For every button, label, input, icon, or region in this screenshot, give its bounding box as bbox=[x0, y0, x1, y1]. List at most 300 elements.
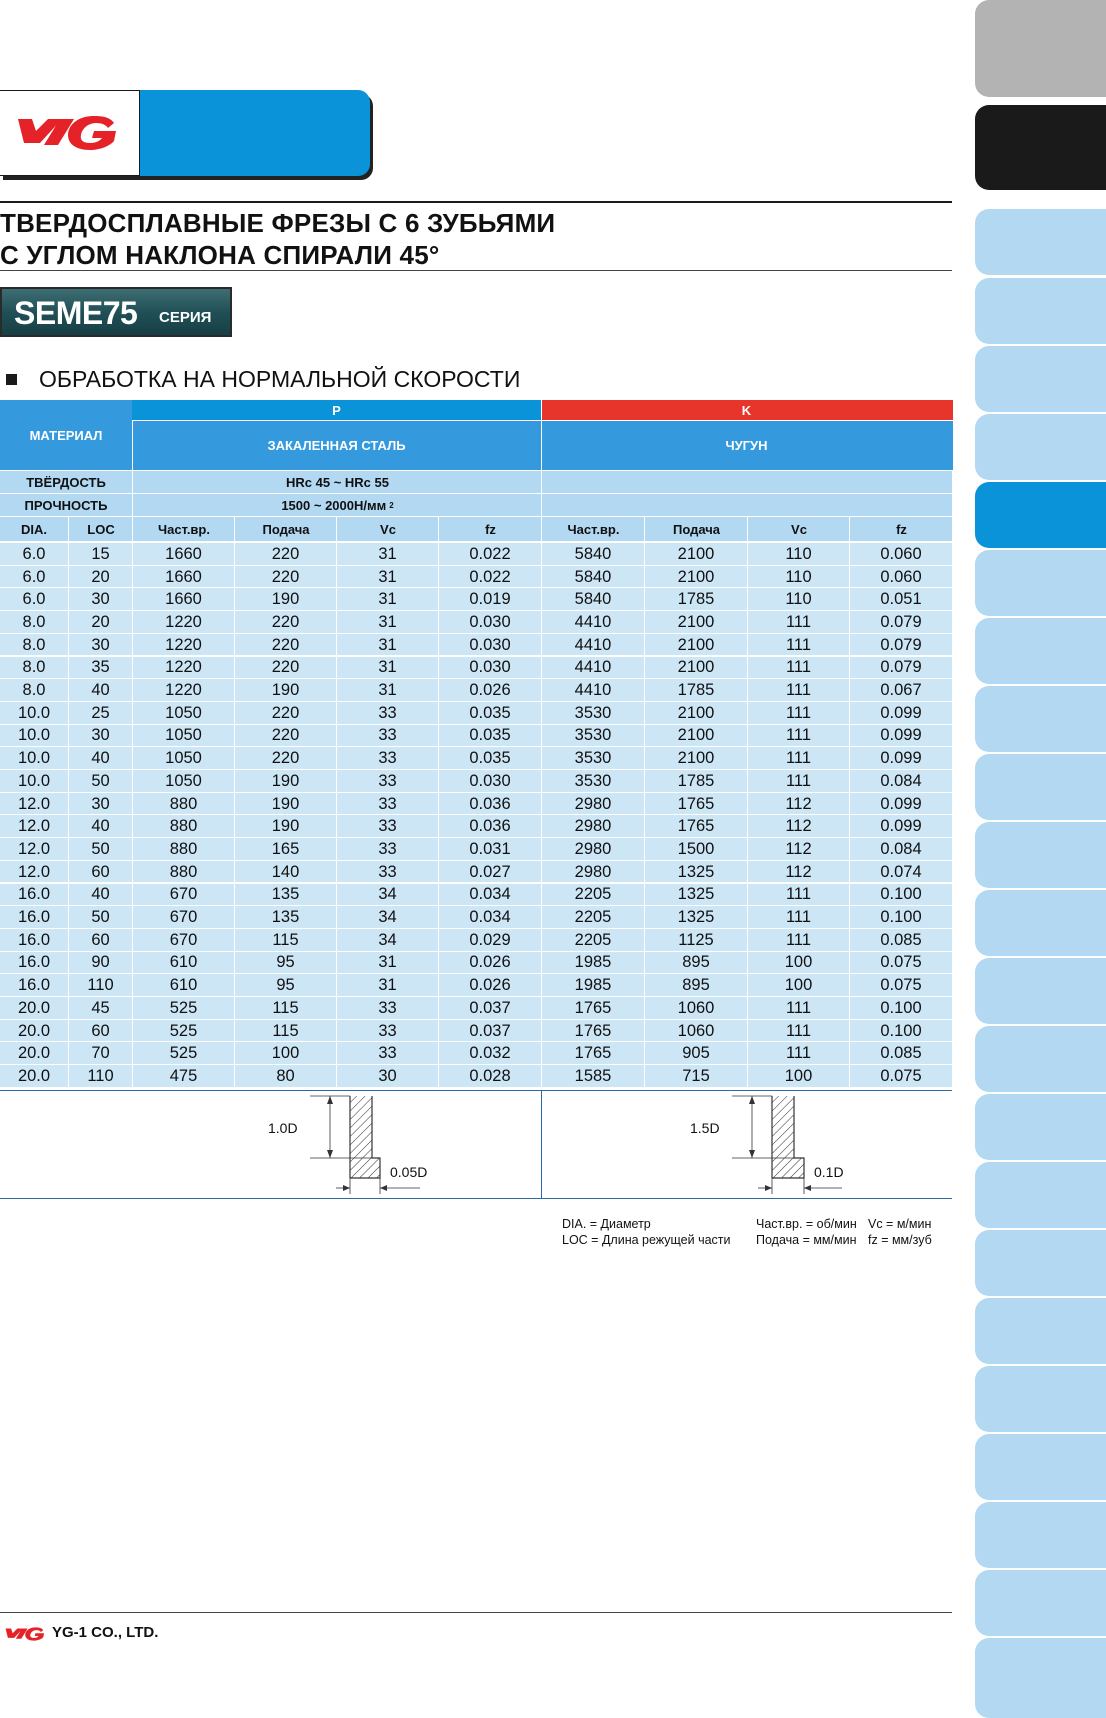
column-header-3: Подача bbox=[234, 517, 337, 541]
strength-label: ПРОЧНОСТЬ bbox=[24, 497, 108, 513]
table-cell: 1785 bbox=[644, 679, 747, 702]
table-cell: 12.0 bbox=[17, 839, 51, 858]
side-tab-16[interactable] bbox=[975, 1094, 1106, 1160]
table-cell: 1050 bbox=[132, 770, 234, 793]
table-cell: 0.037 bbox=[438, 1020, 541, 1043]
table-cell: 1060 bbox=[644, 1020, 747, 1043]
table-cell: 16.0 bbox=[17, 976, 51, 995]
hardness-p: HRc 45 ~ HRc 55 bbox=[132, 471, 542, 493]
table-cell: 1660 bbox=[132, 566, 234, 589]
diagram-top-rule bbox=[0, 1090, 952, 1091]
table-cell: 2205 bbox=[541, 884, 644, 907]
column-header-7: Подача bbox=[644, 517, 748, 541]
table-cell: 33 bbox=[336, 725, 438, 748]
table-cell: 880 bbox=[132, 861, 234, 884]
table-cell: 165 bbox=[234, 838, 336, 861]
table-cell: 880 bbox=[132, 838, 234, 861]
table-cell: 110 bbox=[747, 543, 849, 566]
table-cell: 10.0 bbox=[17, 749, 51, 768]
table-cell: 0.060 bbox=[849, 543, 952, 566]
table-cell: 190 bbox=[234, 679, 336, 702]
table-cell: 135 bbox=[234, 906, 336, 929]
table-cell: 111 bbox=[747, 611, 849, 634]
table-cell: 31 bbox=[336, 566, 438, 589]
table-cell: 60 bbox=[68, 1020, 132, 1043]
side-tab-9[interactable] bbox=[975, 618, 1106, 684]
table-cell: 4410 bbox=[541, 634, 644, 657]
table-cell: 5840 bbox=[541, 543, 644, 566]
table-cell: 0.035 bbox=[438, 747, 541, 770]
table-cell: 140 bbox=[234, 861, 336, 884]
brand-logo-box bbox=[0, 90, 140, 176]
table-cell: 1325 bbox=[644, 884, 747, 907]
table-cell: 2100 bbox=[644, 566, 747, 589]
column-header-4: Vc bbox=[336, 517, 439, 541]
column-header-2: Част.вр. bbox=[132, 517, 235, 541]
table-cell: 6.0 bbox=[22, 544, 46, 563]
table-cell: 40 bbox=[68, 747, 132, 770]
table-cell: 0.084 bbox=[849, 770, 952, 793]
legend-mid bbox=[756, 1216, 857, 1248]
table-cell: 2100 bbox=[644, 747, 747, 770]
table-cell: 0.100 bbox=[849, 997, 952, 1020]
table-cell: 0.034 bbox=[438, 906, 541, 929]
table-cell: 3530 bbox=[541, 725, 644, 748]
table-cell: 31 bbox=[336, 679, 438, 702]
table-cell: 1325 bbox=[644, 906, 747, 929]
table-cell: 4410 bbox=[541, 657, 644, 680]
table-cell: 715 bbox=[644, 1065, 747, 1088]
table-cell: 31 bbox=[336, 543, 438, 566]
table-cell: 100 bbox=[747, 952, 849, 975]
table-cell: 20 bbox=[68, 566, 132, 589]
page-title-line1: ТВЕРДОСПЛАВНЫЕ ФРЕЗЫ С 6 ЗУБЬЯМИ bbox=[0, 208, 556, 238]
table-cell: 0.099 bbox=[849, 747, 952, 770]
table-cell: 2100 bbox=[644, 702, 747, 725]
table-cell: 220 bbox=[234, 702, 336, 725]
table-cell: 1220 bbox=[132, 611, 234, 634]
table-cell: 0.030 bbox=[438, 634, 541, 657]
table-cell: 16.0 bbox=[17, 885, 51, 904]
table-cell: 2100 bbox=[644, 611, 747, 634]
table-cell: 6.0 bbox=[22, 590, 46, 609]
table-cell: 20.0 bbox=[17, 1021, 51, 1040]
table-cell: 111 bbox=[747, 906, 849, 929]
column-header-5: fz bbox=[438, 517, 542, 541]
side-tab-18[interactable] bbox=[975, 1230, 1106, 1296]
table-cell: 30 bbox=[68, 725, 132, 748]
table-cell: 0.074 bbox=[849, 861, 952, 884]
table-cell: 0.075 bbox=[849, 974, 952, 997]
series-code: SEME75 bbox=[14, 295, 138, 331]
table-cell: 0.028 bbox=[438, 1065, 541, 1088]
table-cell: 0.085 bbox=[849, 1042, 952, 1065]
table-cell: 2980 bbox=[541, 861, 644, 884]
material-label: МАТЕРИАЛ bbox=[29, 427, 103, 443]
side-tab-17[interactable] bbox=[975, 1162, 1106, 1228]
table-cell: 670 bbox=[132, 906, 234, 929]
table-cell: 1765 bbox=[541, 1042, 644, 1065]
group-k-material: ЧУГУН bbox=[725, 438, 768, 453]
table-cell: 90 bbox=[68, 952, 132, 975]
table-cell: 8.0 bbox=[22, 681, 46, 700]
table-cell: 0.031 bbox=[438, 838, 541, 861]
page-title-line2: С УГЛОМ НАКЛОНА СПИРАЛИ 45° bbox=[0, 240, 440, 270]
table-cell: 880 bbox=[132, 815, 234, 838]
title-bottom-rule bbox=[0, 270, 952, 271]
table-cell: 1765 bbox=[541, 997, 644, 1020]
table-cell: 34 bbox=[336, 906, 438, 929]
table-cell: 40 bbox=[68, 815, 132, 838]
table-cell: 70 bbox=[68, 1042, 132, 1065]
table-cell: 1050 bbox=[132, 747, 234, 770]
table-cell: 111 bbox=[747, 725, 849, 748]
table-cell: 25 bbox=[68, 702, 132, 725]
table-cell: 111 bbox=[747, 1042, 849, 1065]
table-cell: 50 bbox=[68, 838, 132, 861]
table-cell: 0.085 bbox=[849, 929, 952, 952]
table-cell: 33 bbox=[336, 838, 438, 861]
group-p-code: P bbox=[332, 402, 341, 418]
table-cell: 115 bbox=[234, 997, 336, 1020]
table-cell: 60 bbox=[68, 929, 132, 952]
table-cell: 220 bbox=[234, 543, 336, 566]
group-k-code: K bbox=[741, 402, 752, 418]
table-cell: 35 bbox=[68, 657, 132, 680]
table-cell: 31 bbox=[336, 657, 438, 680]
strength-k bbox=[541, 494, 953, 516]
table-cell: 33 bbox=[336, 861, 438, 884]
table-cell: 610 bbox=[132, 974, 234, 997]
table-cell: 190 bbox=[234, 815, 336, 838]
table-cell: 2205 bbox=[541, 906, 644, 929]
table-cell: 111 bbox=[747, 1020, 849, 1043]
table-cell: 40 bbox=[68, 884, 132, 907]
table-cell: 1660 bbox=[132, 588, 234, 611]
table-cell: 45 bbox=[68, 997, 132, 1020]
table-cell: 0.029 bbox=[438, 929, 541, 952]
table-cell: 1325 bbox=[644, 861, 747, 884]
table-cell: 670 bbox=[132, 884, 234, 907]
yg-logo-icon bbox=[14, 111, 126, 155]
table-cell: 1220 bbox=[132, 679, 234, 702]
table-cell: 2100 bbox=[644, 543, 747, 566]
table-cell: 110 bbox=[68, 974, 132, 997]
legend-feed: Подача = мм/мин bbox=[756, 1233, 857, 1247]
table-cell: 111 bbox=[747, 747, 849, 770]
side-tab-20[interactable] bbox=[975, 1366, 1106, 1432]
column-header-1: LOC bbox=[68, 517, 133, 541]
table-cell: 33 bbox=[336, 770, 438, 793]
legend-dia: DIA. = Диаметр bbox=[562, 1217, 651, 1231]
table-cell: 80 bbox=[234, 1065, 336, 1088]
table-cell: 4410 bbox=[541, 611, 644, 634]
table-cell: 50 bbox=[68, 770, 132, 793]
table-cell: 0.099 bbox=[849, 815, 952, 838]
table-cell: 0.037 bbox=[438, 997, 541, 1020]
table-cell: 10.0 bbox=[17, 703, 51, 722]
table-cell: 0.032 bbox=[438, 1042, 541, 1065]
side-tab-3[interactable] bbox=[975, 209, 1106, 275]
groove-diagram-k-depth-label: 1.5D bbox=[690, 1119, 720, 1136]
table-cell: 0.051 bbox=[849, 588, 952, 611]
legend-fz: fz = мм/зуб bbox=[868, 1233, 932, 1247]
table-cell: 20.0 bbox=[17, 998, 51, 1017]
table-cell: 112 bbox=[747, 838, 849, 861]
table-cell: 33 bbox=[336, 997, 438, 1020]
table-cell: 0.036 bbox=[438, 815, 541, 838]
column-header-6: Част.вр. bbox=[541, 517, 645, 541]
table-cell: 0.060 bbox=[849, 566, 952, 589]
groove-diagram-k-width-label: 0.1D bbox=[814, 1163, 844, 1180]
table-cell: 4410 bbox=[541, 679, 644, 702]
groove-diagram-p bbox=[250, 1092, 450, 1196]
table-cell: 100 bbox=[234, 1042, 336, 1065]
groove-diagram-p-width-label: 0.05D bbox=[390, 1163, 428, 1180]
table-cell: 30 bbox=[68, 793, 132, 816]
table-cell: 0.079 bbox=[849, 634, 952, 657]
side-tab-24[interactable] bbox=[975, 1638, 1106, 1718]
side-tab-22[interactable] bbox=[975, 1502, 1106, 1568]
table-cell: 525 bbox=[132, 997, 234, 1020]
table-cell: 6.0 bbox=[22, 567, 46, 586]
table-cell: 12.0 bbox=[17, 862, 51, 881]
table-cell: 610 bbox=[132, 952, 234, 975]
table-cell: 0.075 bbox=[849, 1065, 952, 1088]
table-cell: 33 bbox=[336, 815, 438, 838]
table-cell: 16.0 bbox=[17, 930, 51, 949]
column-header-9: fz bbox=[849, 517, 953, 541]
hardness-k bbox=[541, 471, 953, 493]
table-cell: 8.0 bbox=[22, 635, 46, 654]
table-cell: 1050 bbox=[132, 702, 234, 725]
table-cell: 40 bbox=[68, 679, 132, 702]
table-cell: 670 bbox=[132, 929, 234, 952]
table-cell: 2980 bbox=[541, 793, 644, 816]
table-cell: 0.019 bbox=[438, 588, 541, 611]
group-p-material: ЗАКАЛЕННАЯ СТАЛЬ bbox=[267, 438, 406, 453]
table-cell: 3530 bbox=[541, 770, 644, 793]
table-cell: 3530 bbox=[541, 702, 644, 725]
table-cell: 0.067 bbox=[849, 679, 952, 702]
table-cell: 1500 bbox=[644, 838, 747, 861]
table-cell: 905 bbox=[644, 1042, 747, 1065]
table-cell: 2100 bbox=[644, 725, 747, 748]
side-tab-23[interactable] bbox=[975, 1570, 1106, 1636]
table-cell: 111 bbox=[747, 679, 849, 702]
side-tab-4[interactable] bbox=[975, 278, 1106, 344]
table-cell: 112 bbox=[747, 815, 849, 838]
table-cell: 34 bbox=[336, 884, 438, 907]
side-tab-7[interactable] bbox=[975, 482, 1106, 548]
table-cell: 1050 bbox=[132, 725, 234, 748]
table-cell: 1985 bbox=[541, 974, 644, 997]
company-name: YG-1 CO., LTD. bbox=[52, 1624, 159, 1641]
section-title: ОБРАБОТКА НА НОРМАЛЬНОЙ СКОРОСТИ bbox=[39, 366, 521, 392]
table-cell: 115 bbox=[234, 929, 336, 952]
series-word: СЕРИЯ bbox=[159, 309, 212, 326]
bullet-square-icon bbox=[6, 374, 17, 385]
table-cell: 112 bbox=[747, 861, 849, 884]
table-cell: 0.079 bbox=[849, 611, 952, 634]
table-cell: 30 bbox=[336, 1065, 438, 1088]
table-cell: 2100 bbox=[644, 657, 747, 680]
table-cell: 111 bbox=[747, 770, 849, 793]
series-badge bbox=[0, 287, 232, 337]
table-cell: 0.100 bbox=[849, 1020, 952, 1043]
table-cell: 110 bbox=[747, 566, 849, 589]
side-tab-13[interactable] bbox=[975, 890, 1106, 956]
side-tab-11[interactable] bbox=[975, 754, 1106, 820]
table-cell: 100 bbox=[747, 974, 849, 997]
table-cell: 31 bbox=[336, 974, 438, 997]
legend-loc: LOC = Длина режущей части bbox=[562, 1233, 731, 1247]
table-cell: 135 bbox=[234, 884, 336, 907]
table-cell: 20.0 bbox=[17, 1044, 51, 1063]
table-cell: 8.0 bbox=[22, 658, 46, 677]
side-tab-10[interactable] bbox=[975, 686, 1106, 752]
table-cell: 1585 bbox=[541, 1065, 644, 1088]
hardness-label: ТВЁРДОСТЬ bbox=[26, 474, 106, 490]
side-tab-15[interactable] bbox=[975, 1026, 1106, 1092]
table-cell: 31 bbox=[336, 634, 438, 657]
table-cell: 220 bbox=[234, 634, 336, 657]
table-cell: 190 bbox=[234, 793, 336, 816]
table-cell: 1060 bbox=[644, 997, 747, 1020]
table-cell: 100 bbox=[747, 1065, 849, 1088]
table-cell: 3530 bbox=[541, 747, 644, 770]
legend-rpm: Част.вр. = об/мин bbox=[756, 1217, 857, 1231]
table-cell: 0.026 bbox=[438, 952, 541, 975]
table-cell: 30 bbox=[68, 634, 132, 657]
diagram-bottom-rule bbox=[0, 1198, 952, 1199]
table-cell: 220 bbox=[234, 611, 336, 634]
table-cell: 8.0 bbox=[22, 612, 46, 631]
table-cell: 10.0 bbox=[17, 726, 51, 745]
table-cell: 31 bbox=[336, 588, 438, 611]
table-cell: 0.026 bbox=[438, 679, 541, 702]
table-cell: 111 bbox=[747, 634, 849, 657]
table-cell: 95 bbox=[234, 952, 336, 975]
table-cell: 111 bbox=[747, 997, 849, 1020]
table-cell: 0.036 bbox=[438, 793, 541, 816]
table-cell: 1785 bbox=[644, 588, 747, 611]
table-cell: 16.0 bbox=[17, 953, 51, 972]
table-cell: 0.035 bbox=[438, 725, 541, 748]
table-cell: 111 bbox=[747, 657, 849, 680]
side-tab-19[interactable] bbox=[975, 1298, 1106, 1364]
table-cell: 0.100 bbox=[849, 906, 952, 929]
table-cell: 15 bbox=[68, 543, 132, 566]
table-cell: 0.030 bbox=[438, 611, 541, 634]
strength-p-value: 1500 ~ 2000Н/мм bbox=[281, 497, 387, 513]
side-tab-12[interactable] bbox=[975, 822, 1106, 888]
table-cell: 50 bbox=[68, 906, 132, 929]
section-heading bbox=[6, 366, 520, 393]
table-cell: 190 bbox=[234, 588, 336, 611]
table-cell: 0.084 bbox=[849, 838, 952, 861]
table-cell: 33 bbox=[336, 793, 438, 816]
table-cell: 30 bbox=[68, 588, 132, 611]
table-cell: 0.022 bbox=[438, 566, 541, 589]
cutting-data-table bbox=[0, 400, 952, 1210]
table-cell: 1765 bbox=[644, 815, 747, 838]
side-tab-1[interactable] bbox=[975, 0, 1106, 97]
table-cell: 0.079 bbox=[849, 657, 952, 680]
table-cell: 12.0 bbox=[17, 794, 51, 813]
legend-right bbox=[868, 1216, 932, 1248]
side-tab-2[interactable] bbox=[975, 105, 1106, 190]
footer-rule bbox=[0, 1612, 952, 1613]
table-cell: 0.022 bbox=[438, 543, 541, 566]
table-cell: 220 bbox=[234, 725, 336, 748]
table-cell: 110 bbox=[747, 588, 849, 611]
table-cell: 60 bbox=[68, 861, 132, 884]
footer-yg-logo-icon bbox=[4, 1624, 48, 1644]
column-header-0: DIA. bbox=[21, 521, 47, 537]
side-tab-14[interactable] bbox=[975, 958, 1106, 1024]
table-cell: 1765 bbox=[644, 793, 747, 816]
table-cell: 112 bbox=[747, 793, 849, 816]
table-cell: 33 bbox=[336, 1020, 438, 1043]
title-top-rule bbox=[0, 201, 952, 203]
table-cell: 0.035 bbox=[438, 702, 541, 725]
strength-p bbox=[132, 494, 542, 516]
table-cell: 525 bbox=[132, 1020, 234, 1043]
table-cell: 20.0 bbox=[17, 1066, 51, 1085]
table-cell: 1985 bbox=[541, 952, 644, 975]
table-cell: 111 bbox=[747, 702, 849, 725]
table-cell: 0.099 bbox=[849, 725, 952, 748]
table-cell: 0.026 bbox=[438, 974, 541, 997]
groove-diagram-k bbox=[672, 1092, 872, 1196]
table-cell: 0.099 bbox=[849, 702, 952, 725]
table-cell: 31 bbox=[336, 611, 438, 634]
side-tab-21[interactable] bbox=[975, 1434, 1106, 1500]
table-cell: 16.0 bbox=[17, 908, 51, 927]
column-header-8: Vc bbox=[747, 517, 850, 541]
table-cell: 1220 bbox=[132, 657, 234, 680]
table-cell: 20 bbox=[68, 611, 132, 634]
table-cell: 111 bbox=[747, 884, 849, 907]
strength-p-exponent: 2 bbox=[389, 500, 394, 510]
groove-diagram-p-depth-label: 1.0D bbox=[268, 1119, 298, 1136]
legend-left bbox=[562, 1216, 731, 1248]
table-cell: 0.030 bbox=[438, 770, 541, 793]
table-cell: 475 bbox=[132, 1065, 234, 1088]
side-tab-6[interactable] bbox=[975, 414, 1106, 480]
table-cell: 115 bbox=[234, 1020, 336, 1043]
diagram-divider bbox=[541, 1090, 542, 1198]
table-cell: 2980 bbox=[541, 838, 644, 861]
table-cell: 95 bbox=[234, 974, 336, 997]
table-cell: 111 bbox=[747, 929, 849, 952]
table-cell: 0.075 bbox=[849, 952, 952, 975]
table-cell: 10.0 bbox=[17, 771, 51, 790]
table-cell: 0.027 bbox=[438, 861, 541, 884]
table-cell: 1765 bbox=[541, 1020, 644, 1043]
table-cell: 31 bbox=[336, 952, 438, 975]
side-tab-8[interactable] bbox=[975, 550, 1106, 616]
table-cell: 33 bbox=[336, 702, 438, 725]
table-cell: 190 bbox=[234, 770, 336, 793]
table-cell: 5840 bbox=[541, 566, 644, 589]
table-cell: 2100 bbox=[644, 634, 747, 657]
side-tab-5[interactable] bbox=[975, 346, 1106, 412]
table-cell: 0.099 bbox=[849, 793, 952, 816]
table-cell: 1125 bbox=[644, 929, 747, 952]
table-cell: 0.100 bbox=[849, 884, 952, 907]
